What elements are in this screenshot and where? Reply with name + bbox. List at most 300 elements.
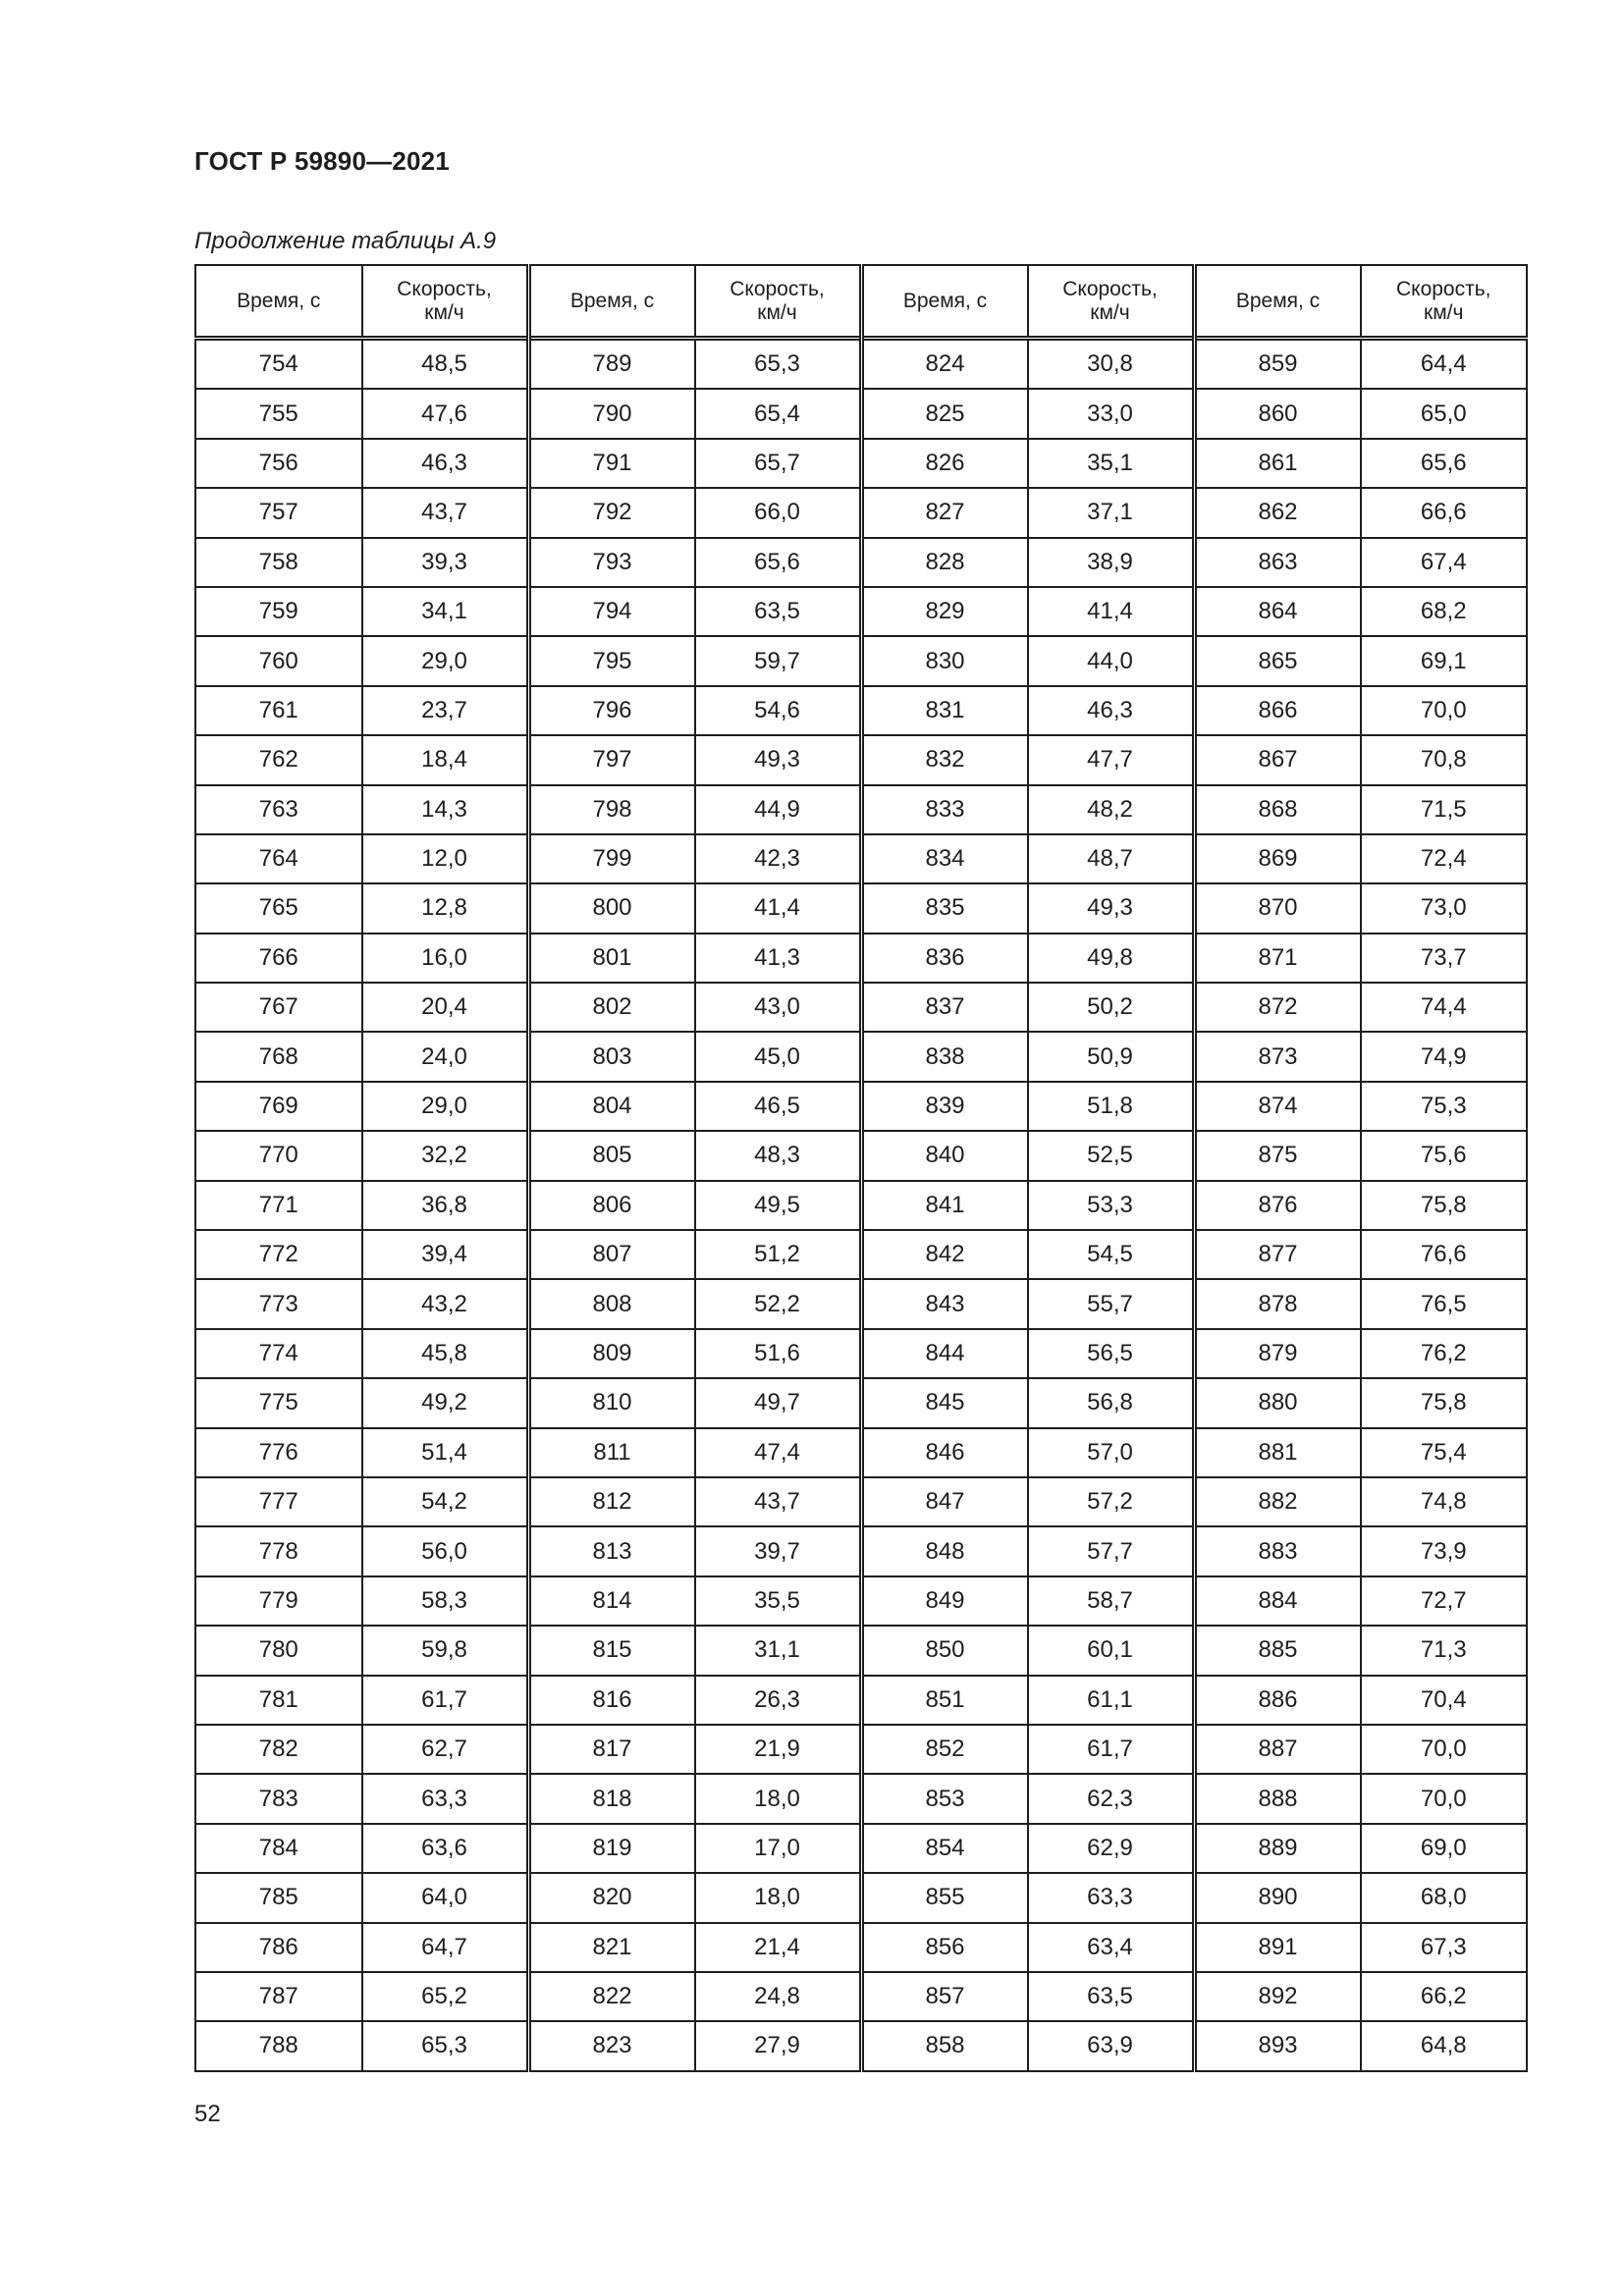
time-cell: 804 — [528, 1082, 695, 1131]
time-cell: 847 — [861, 1477, 1028, 1526]
speed-cell: 42,3 — [695, 834, 862, 883]
time-cell: 783 — [195, 1774, 362, 1823]
time-cell: 885 — [1194, 1626, 1361, 1675]
header-speed-line2: км/ч — [1424, 300, 1464, 324]
speed-cell: 51,6 — [695, 1329, 862, 1378]
speed-cell: 49,3 — [695, 735, 862, 784]
time-cell: 758 — [195, 538, 362, 587]
speed-cell: 64,8 — [1361, 2021, 1528, 2070]
speed-cell: 63,9 — [1028, 2021, 1195, 2070]
time-cell: 842 — [861, 1230, 1028, 1279]
header-speed — [695, 265, 862, 339]
time-cell: 848 — [861, 1526, 1028, 1575]
table-row — [195, 883, 1527, 933]
table-caption: Продолжение таблицы А.9 — [194, 228, 497, 254]
speed-cell: 24,0 — [362, 1032, 529, 1081]
speed-cell: 57,0 — [1028, 1428, 1195, 1477]
header-speed-line1: Скорость, — [1395, 277, 1491, 300]
speed-cell: 67,4 — [1361, 538, 1528, 587]
time-cell: 849 — [861, 1576, 1028, 1626]
time-cell: 874 — [1194, 1082, 1361, 1131]
speed-cell: 47,6 — [362, 389, 529, 438]
time-cell: 818 — [528, 1774, 695, 1823]
time-cell: 822 — [528, 1972, 695, 2021]
time-cell: 865 — [1194, 636, 1361, 685]
speed-cell: 63,5 — [1028, 1972, 1195, 2021]
speed-cell: 35,5 — [695, 1576, 862, 1626]
speed-cell: 41,4 — [1028, 587, 1195, 636]
speed-cell: 34,1 — [362, 587, 529, 636]
time-cell: 800 — [528, 883, 695, 933]
table-row — [195, 587, 1527, 636]
time-cell: 843 — [861, 1279, 1028, 1328]
speed-cell: 54,2 — [362, 1477, 529, 1526]
speed-cell: 39,7 — [695, 1526, 862, 1575]
speed-cell: 46,3 — [362, 439, 529, 488]
time-cell: 778 — [195, 1526, 362, 1575]
speed-cell: 51,8 — [1028, 1082, 1195, 1131]
time-cell: 824 — [861, 339, 1028, 390]
time-cell: 861 — [1194, 439, 1361, 488]
speed-cell: 29,0 — [362, 636, 529, 685]
time-cell: 766 — [195, 934, 362, 983]
time-cell: 797 — [528, 735, 695, 784]
table-row — [195, 1082, 1527, 1131]
speed-cell: 71,5 — [1361, 785, 1528, 834]
speed-cell: 47,4 — [695, 1428, 862, 1477]
document-standard-title: ГОСТ Р 59890—2021 — [194, 146, 450, 176]
speed-cell: 35,1 — [1028, 439, 1195, 488]
time-cell: 866 — [1194, 686, 1361, 735]
table-row — [195, 934, 1527, 983]
time-cell: 788 — [195, 2021, 362, 2070]
speed-cell: 54,5 — [1028, 1230, 1195, 1279]
speed-cell: 71,3 — [1361, 1626, 1528, 1675]
speed-cell: 43,2 — [362, 1279, 529, 1328]
speed-cell: 12,8 — [362, 883, 529, 933]
time-cell: 786 — [195, 1923, 362, 1972]
table-row — [195, 488, 1527, 537]
table-row — [195, 1131, 1527, 1180]
time-cell: 837 — [861, 983, 1028, 1032]
speed-cell: 59,8 — [362, 1626, 529, 1675]
speed-cell: 69,1 — [1361, 636, 1528, 685]
time-cell: 761 — [195, 686, 362, 735]
time-cell: 892 — [1194, 1972, 1361, 2021]
time-cell: 799 — [528, 834, 695, 883]
time-cell: 777 — [195, 1477, 362, 1526]
time-cell: 792 — [528, 488, 695, 537]
table-row — [195, 785, 1527, 834]
speed-cell: 74,9 — [1361, 1032, 1528, 1081]
header-time: Время, с — [195, 265, 362, 339]
time-cell: 844 — [861, 1329, 1028, 1378]
header-speed-line1: Скорость, — [397, 277, 492, 300]
time-cell: 795 — [528, 636, 695, 685]
speed-cell: 63,5 — [695, 587, 862, 636]
time-cell: 870 — [1194, 883, 1361, 933]
time-cell: 826 — [861, 439, 1028, 488]
time-cell: 832 — [861, 735, 1028, 784]
speed-cell: 52,5 — [1028, 1131, 1195, 1180]
speed-cell: 48,5 — [362, 339, 529, 390]
speed-cell: 76,5 — [1361, 1279, 1528, 1328]
speed-cell: 38,9 — [1028, 538, 1195, 587]
time-cell: 772 — [195, 1230, 362, 1279]
time-cell: 759 — [195, 587, 362, 636]
table-row — [195, 1774, 1527, 1823]
time-cell: 838 — [861, 1032, 1028, 1081]
speed-cell: 46,3 — [1028, 686, 1195, 735]
speed-cell: 66,2 — [1361, 1972, 1528, 2021]
speed-cell: 62,3 — [1028, 1774, 1195, 1823]
time-cell: 773 — [195, 1279, 362, 1328]
speed-time-table — [194, 264, 1528, 2072]
time-cell: 811 — [528, 1428, 695, 1477]
speed-cell: 31,1 — [695, 1626, 862, 1675]
speed-cell: 60,1 — [1028, 1626, 1195, 1675]
time-cell: 825 — [861, 389, 1028, 438]
speed-cell: 65,3 — [362, 2021, 529, 2070]
speed-cell: 37,1 — [1028, 488, 1195, 537]
time-cell: 872 — [1194, 983, 1361, 1032]
time-cell: 841 — [861, 1181, 1028, 1230]
speed-cell: 57,7 — [1028, 1526, 1195, 1575]
speed-cell: 43,7 — [362, 488, 529, 537]
speed-cell: 21,9 — [695, 1725, 862, 1774]
time-cell: 796 — [528, 686, 695, 735]
time-cell: 769 — [195, 1082, 362, 1131]
speed-cell: 47,7 — [1028, 735, 1195, 784]
time-cell: 835 — [861, 883, 1028, 933]
page-number: 52 — [194, 2101, 221, 2127]
table-header-row — [195, 265, 1527, 339]
table-row — [195, 1329, 1527, 1378]
time-cell: 790 — [528, 389, 695, 438]
speed-cell: 41,4 — [695, 883, 862, 933]
speed-cell: 75,8 — [1361, 1378, 1528, 1427]
time-cell: 893 — [1194, 2021, 1361, 2070]
speed-cell: 64,4 — [1361, 339, 1528, 390]
speed-cell: 48,7 — [1028, 834, 1195, 883]
time-cell: 863 — [1194, 538, 1361, 587]
time-cell: 815 — [528, 1626, 695, 1675]
time-cell: 868 — [1194, 785, 1361, 834]
speed-cell: 32,2 — [362, 1131, 529, 1180]
table-row — [195, 1428, 1527, 1477]
table-row — [195, 389, 1527, 438]
speed-cell: 49,8 — [1028, 934, 1195, 983]
time-cell: 757 — [195, 488, 362, 537]
speed-cell: 36,8 — [362, 1181, 529, 1230]
table-row — [195, 1725, 1527, 1774]
time-cell: 864 — [1194, 587, 1361, 636]
header-speed-line1: Скорость, — [730, 277, 825, 300]
time-cell: 854 — [861, 1824, 1028, 1873]
time-cell: 880 — [1194, 1378, 1361, 1427]
table-row — [195, 834, 1527, 883]
speed-cell: 64,0 — [362, 1873, 529, 1922]
speed-cell: 63,3 — [362, 1774, 529, 1823]
speed-cell: 67,3 — [1361, 1923, 1528, 1972]
speed-cell: 44,9 — [695, 785, 862, 834]
time-cell: 878 — [1194, 1279, 1361, 1328]
time-cell: 831 — [861, 686, 1028, 735]
table-row — [195, 1972, 1527, 2021]
time-cell: 816 — [528, 1676, 695, 1725]
speed-cell: 56,0 — [362, 1526, 529, 1575]
table-row — [195, 1032, 1527, 1081]
time-cell: 819 — [528, 1824, 695, 1873]
speed-cell: 48,3 — [695, 1131, 862, 1180]
speed-cell: 63,4 — [1028, 1923, 1195, 1972]
speed-cell: 69,0 — [1361, 1824, 1528, 1873]
table-body — [195, 339, 1527, 2071]
time-cell: 884 — [1194, 1576, 1361, 1626]
time-cell: 858 — [861, 2021, 1028, 2070]
header-time: Время, с — [528, 265, 695, 339]
table-row — [195, 1279, 1527, 1328]
time-cell: 855 — [861, 1873, 1028, 1922]
time-cell: 889 — [1194, 1824, 1361, 1873]
speed-cell: 45,0 — [695, 1032, 862, 1081]
time-cell: 780 — [195, 1626, 362, 1675]
speed-cell: 52,2 — [695, 1279, 862, 1328]
table-row — [195, 1576, 1527, 1626]
speed-cell: 43,0 — [695, 983, 862, 1032]
speed-cell: 70,4 — [1361, 1676, 1528, 1725]
time-cell: 836 — [861, 934, 1028, 983]
time-cell: 754 — [195, 339, 362, 390]
time-cell: 760 — [195, 636, 362, 685]
time-cell: 802 — [528, 983, 695, 1032]
speed-cell: 49,2 — [362, 1378, 529, 1427]
speed-cell: 68,2 — [1361, 587, 1528, 636]
time-cell: 762 — [195, 735, 362, 784]
speed-cell: 26,3 — [695, 1676, 862, 1725]
table-row — [195, 1378, 1527, 1427]
time-cell: 851 — [861, 1676, 1028, 1725]
header-speed-line1: Скорость, — [1062, 277, 1158, 300]
time-cell: 829 — [861, 587, 1028, 636]
speed-cell: 50,9 — [1028, 1032, 1195, 1081]
time-cell: 817 — [528, 1725, 695, 1774]
time-cell: 814 — [528, 1576, 695, 1626]
time-cell: 846 — [861, 1428, 1028, 1477]
time-cell: 886 — [1194, 1676, 1361, 1725]
time-cell: 891 — [1194, 1923, 1361, 1972]
table-row — [195, 735, 1527, 784]
table-row — [195, 636, 1527, 685]
header-speed-line2: км/ч — [757, 300, 797, 324]
time-cell: 789 — [528, 339, 695, 390]
speed-cell: 51,2 — [695, 1230, 862, 1279]
speed-cell: 54,6 — [695, 686, 862, 735]
table-row — [195, 1873, 1527, 1922]
table-row — [195, 1676, 1527, 1725]
speed-cell: 17,0 — [695, 1824, 862, 1873]
time-cell: 860 — [1194, 389, 1361, 438]
speed-cell: 14,3 — [362, 785, 529, 834]
time-cell: 833 — [861, 785, 1028, 834]
speed-cell: 61,7 — [1028, 1725, 1195, 1774]
time-cell: 794 — [528, 587, 695, 636]
speed-cell: 61,1 — [1028, 1676, 1195, 1725]
speed-cell: 45,8 — [362, 1329, 529, 1378]
time-cell: 806 — [528, 1181, 695, 1230]
speed-cell: 75,8 — [1361, 1181, 1528, 1230]
speed-cell: 76,6 — [1361, 1230, 1528, 1279]
speed-cell: 12,0 — [362, 834, 529, 883]
speed-cell: 65,0 — [1361, 389, 1528, 438]
speed-cell: 65,4 — [695, 389, 862, 438]
speed-cell: 49,5 — [695, 1181, 862, 1230]
time-cell: 768 — [195, 1032, 362, 1081]
time-cell: 830 — [861, 636, 1028, 685]
time-cell: 808 — [528, 1279, 695, 1328]
time-cell: 873 — [1194, 1032, 1361, 1081]
speed-cell: 30,8 — [1028, 339, 1195, 390]
speed-cell: 46,5 — [695, 1082, 862, 1131]
table-row — [195, 1477, 1527, 1526]
time-cell: 887 — [1194, 1725, 1361, 1774]
speed-cell: 63,6 — [362, 1824, 529, 1873]
speed-cell: 64,7 — [362, 1923, 529, 1972]
speed-cell: 73,7 — [1361, 934, 1528, 983]
time-cell: 834 — [861, 834, 1028, 883]
table-row — [195, 983, 1527, 1032]
table-row — [195, 439, 1527, 488]
speed-cell: 39,3 — [362, 538, 529, 587]
time-cell: 787 — [195, 1972, 362, 2021]
time-cell: 776 — [195, 1428, 362, 1477]
header-speed-line2: км/ч — [1090, 300, 1130, 324]
speed-cell: 70,0 — [1361, 1774, 1528, 1823]
speed-cell: 57,2 — [1028, 1477, 1195, 1526]
time-cell: 862 — [1194, 488, 1361, 537]
time-cell: 850 — [861, 1626, 1028, 1675]
speed-cell: 53,3 — [1028, 1181, 1195, 1230]
time-cell: 840 — [861, 1131, 1028, 1180]
table-row — [195, 1230, 1527, 1279]
speed-cell: 44,0 — [1028, 636, 1195, 685]
speed-cell: 62,7 — [362, 1725, 529, 1774]
time-cell: 764 — [195, 834, 362, 883]
header-time: Время, с — [861, 265, 1028, 339]
speed-cell: 76,2 — [1361, 1329, 1528, 1378]
time-cell: 890 — [1194, 1873, 1361, 1922]
table-row — [195, 686, 1527, 735]
time-cell: 765 — [195, 883, 362, 933]
speed-cell: 66,0 — [695, 488, 862, 537]
speed-cell: 73,9 — [1361, 1526, 1528, 1575]
time-cell: 823 — [528, 2021, 695, 2070]
time-cell: 755 — [195, 389, 362, 438]
speed-cell: 56,5 — [1028, 1329, 1195, 1378]
speed-cell: 74,8 — [1361, 1477, 1528, 1526]
speed-cell: 43,7 — [695, 1477, 862, 1526]
time-cell: 857 — [861, 1972, 1028, 2021]
speed-cell: 73,0 — [1361, 883, 1528, 933]
table-row — [195, 1626, 1527, 1675]
time-cell: 879 — [1194, 1329, 1361, 1378]
speed-cell: 65,2 — [362, 1972, 529, 2021]
speed-cell: 70,0 — [1361, 686, 1528, 735]
speed-cell: 72,7 — [1361, 1576, 1528, 1626]
speed-cell: 33,0 — [1028, 389, 1195, 438]
speed-cell: 49,7 — [695, 1378, 862, 1427]
speed-cell: 70,0 — [1361, 1725, 1528, 1774]
speed-cell: 50,2 — [1028, 983, 1195, 1032]
speed-cell: 74,4 — [1361, 983, 1528, 1032]
speed-cell: 68,0 — [1361, 1873, 1528, 1922]
speed-cell: 41,3 — [695, 934, 862, 983]
time-cell: 767 — [195, 983, 362, 1032]
time-cell: 867 — [1194, 735, 1361, 784]
speed-cell: 16,0 — [362, 934, 529, 983]
time-cell: 839 — [861, 1082, 1028, 1131]
speed-cell: 18,0 — [695, 1774, 862, 1823]
time-cell: 877 — [1194, 1230, 1361, 1279]
time-cell: 845 — [861, 1378, 1028, 1427]
time-cell: 859 — [1194, 339, 1361, 390]
speed-cell: 18,4 — [362, 735, 529, 784]
table-row — [195, 1181, 1527, 1230]
time-cell: 812 — [528, 1477, 695, 1526]
time-cell: 883 — [1194, 1526, 1361, 1575]
speed-cell: 20,4 — [362, 983, 529, 1032]
speed-cell: 61,7 — [362, 1676, 529, 1725]
speed-cell: 65,6 — [1361, 439, 1528, 488]
time-cell: 876 — [1194, 1181, 1361, 1230]
speed-cell: 75,3 — [1361, 1082, 1528, 1131]
speed-cell: 55,7 — [1028, 1279, 1195, 1328]
speed-cell: 48,2 — [1028, 785, 1195, 834]
speed-cell: 23,7 — [362, 686, 529, 735]
header-speed — [362, 265, 529, 339]
time-cell: 820 — [528, 1873, 695, 1922]
speed-cell: 49,3 — [1028, 883, 1195, 933]
time-cell: 798 — [528, 785, 695, 834]
time-cell: 763 — [195, 785, 362, 834]
speed-cell: 39,4 — [362, 1230, 529, 1279]
speed-cell: 24,8 — [695, 1972, 862, 2021]
table-row — [195, 1824, 1527, 1873]
table-row — [195, 339, 1527, 390]
time-cell: 821 — [528, 1923, 695, 1972]
time-cell: 791 — [528, 439, 695, 488]
time-cell: 784 — [195, 1824, 362, 1873]
time-cell: 869 — [1194, 834, 1361, 883]
speed-cell: 62,9 — [1028, 1824, 1195, 1873]
header-speed — [1361, 265, 1528, 339]
table-header — [195, 265, 1527, 339]
speed-cell: 75,6 — [1361, 1131, 1528, 1180]
time-cell: 775 — [195, 1378, 362, 1427]
speed-cell: 18,0 — [695, 1873, 862, 1922]
table-row — [195, 1923, 1527, 1972]
time-cell: 807 — [528, 1230, 695, 1279]
time-cell: 782 — [195, 1725, 362, 1774]
speed-cell: 65,3 — [695, 339, 862, 390]
time-cell: 813 — [528, 1526, 695, 1575]
time-cell: 881 — [1194, 1428, 1361, 1477]
time-cell: 779 — [195, 1576, 362, 1626]
speed-cell: 65,7 — [695, 439, 862, 488]
time-cell: 853 — [861, 1774, 1028, 1823]
time-cell: 882 — [1194, 1477, 1361, 1526]
speed-cell: 27,9 — [695, 2021, 862, 2070]
